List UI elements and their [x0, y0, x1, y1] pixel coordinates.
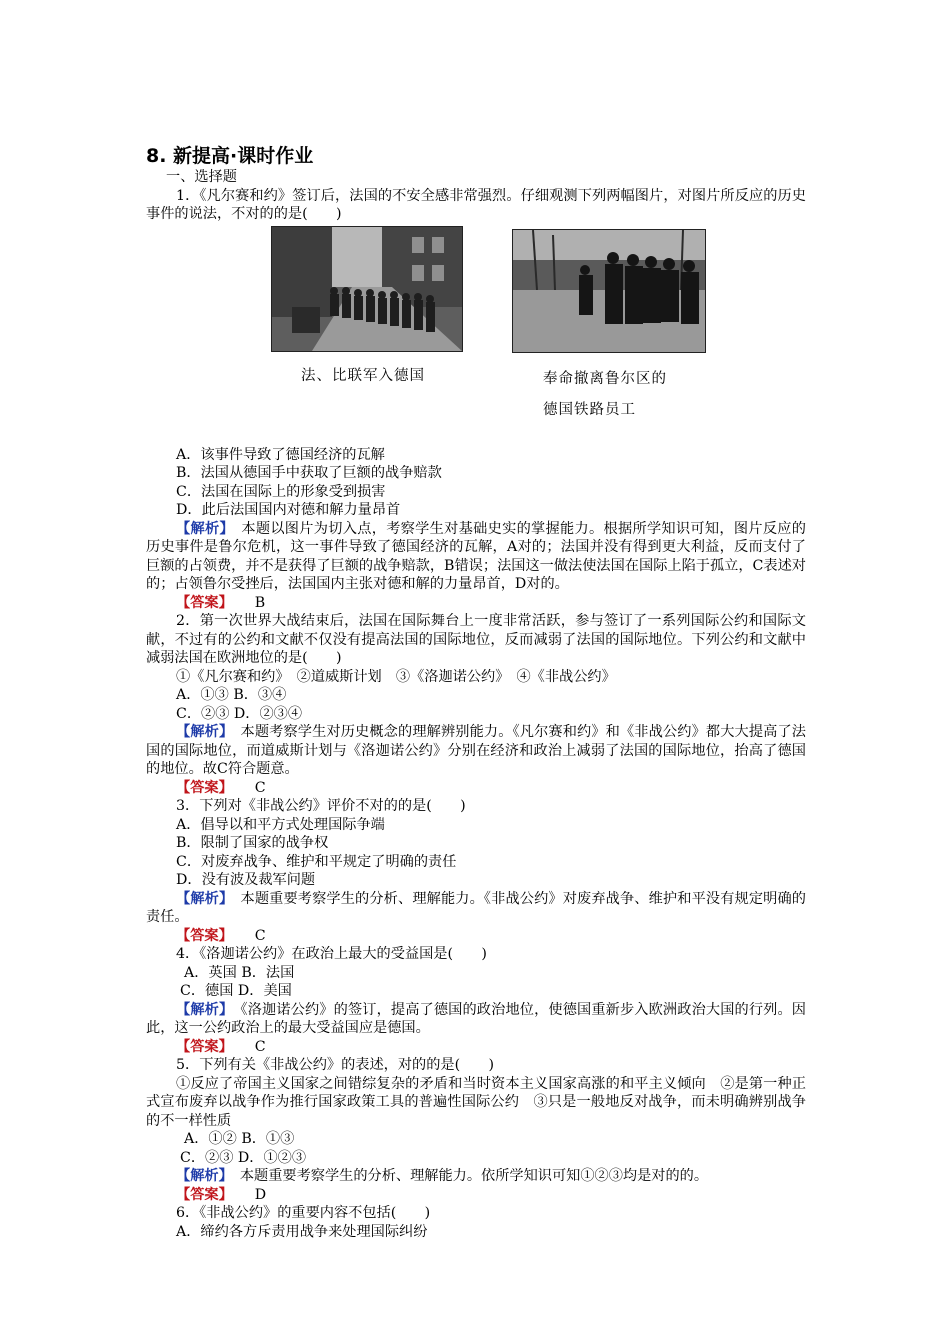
analysis-text: 本题考察学生对历史概念的理解辨别能力。《凡尔赛和约》和《非战公约》都大大提高了法国的国际地位，而道威斯计划与《洛迦诺公约》分别在经济和政治上减弱了法国的国际地位，抬高了德国的地位。故C符合题意。	[146, 724, 806, 777]
q2-options-line2: C．②③ D．②③④	[176, 705, 303, 722]
q1-stem: 1．《凡尔赛和约》签订后，法国的不安全感非常强烈。仔细观测下列两幅图片，对图片所反应的历史事件的说法，不对的的是( )	[146, 187, 806, 222]
analysis-text: 《洛迦诺公约》的签订，提高了德国的政治地位，使德国重新步入欧洲政治大国的行列。因此，这一公约政治上的最大受益国应是德国。	[146, 1001, 806, 1036]
photo-railway-workers	[512, 229, 706, 353]
answer-tag: 【答案】	[176, 594, 233, 611]
q1-answer	[146, 594, 806, 613]
q3-option-d: D．没有波及裁军问题	[176, 872, 316, 888]
analysis-text: 本题重要考察学生的分析、理解能力。《非战公约》对废弃战争、维护和平没有规定明确的责任。	[146, 890, 806, 925]
q4-options-line2: C．德国 D．美国	[180, 983, 292, 999]
answer-value: C	[254, 779, 266, 796]
analysis-tag: 【解析】	[176, 724, 227, 740]
analysis-text: 本题重要考察学生的分析、理解能力。依所学知识可知①②③均是对的的。	[239, 1168, 709, 1184]
q4-options-line1: A．英国 B．法国	[184, 964, 295, 981]
q2-items: ①《凡尔赛和约》 ②道威斯计划 ③《洛迦诺公约》 ④《非战公约》	[176, 668, 616, 685]
q1-option-a: A．该事件导致了德国经济的瓦解	[176, 446, 385, 463]
q1-analysis	[146, 520, 806, 594]
answer-tag: 【答案】	[176, 1186, 233, 1203]
q4-answer	[146, 1038, 806, 1057]
q3-option-b: B．限制了国家的战争权	[176, 835, 329, 851]
document-page	[146, 144, 806, 1241]
figure2-caption-line2: 德国铁路员工	[543, 401, 636, 418]
q5-stem: 5．下列有关《非战公约》的表述，对的的是( )	[176, 1057, 495, 1073]
answer-value: D	[254, 1186, 267, 1203]
page-title: 8. 新提高·课时作业	[146, 145, 314, 167]
q5-answer	[146, 1186, 806, 1205]
q1-option-b: B．法国从德国手中获取了巨额的战争赔款	[176, 465, 442, 481]
q6-stem: 6．《非战公约》的重要内容不包括( )	[176, 1205, 431, 1221]
q3-option-a: A．倡导以和平方式处理国际争端	[176, 816, 385, 833]
analysis-text: 本题以图片为切入点，考察学生对基础史实的掌握能力。根据所学知识可知，图片反应的历史事件是鲁尔危机，这一事件导致了德国经济的瓦解，A对的；法国并没有得到更大利益，反而支付了巨额的占领费，并不是获得了巨额的战争赔款，B错误；法国这一做法使法国在国际上陷于孤立，C表述对的；占领鲁尔受挫后，法国国内主张对德和解的力量昂首，D对的。	[146, 520, 806, 592]
q3-answer	[146, 927, 806, 946]
q5-items: ①反应了帝国主义国家之间错综复杂的矛盾和当时资本主义国家高涨的和平主义倾向 ②是第一种正式宣布废弃以战争作为推行国家政策工具的普遍性国际公约 ③只是一般地反对战争，而未明确辨别战争的不一样性质	[146, 1075, 806, 1129]
q3-option-c: C．对废弃战争、维护和平规定了明确的责任	[176, 853, 457, 870]
answer-tag: 【答案】	[176, 779, 233, 796]
q5-analysis	[146, 1167, 806, 1186]
q2-stem: 2．第一次世界大战结束后，法国在国际舞台上一度非常活跃，参与签订了一系列国际公约和国际文献，不过有的公约和文献不仅没有提高法国的国际地位，反而减弱了法国的国际地位。下列公约和文献中减弱法国在欧洲地位的是( )	[146, 613, 806, 666]
analysis-tag: 【解析】	[176, 1168, 226, 1184]
answer-value: C	[254, 1038, 266, 1055]
q5-options-line2: C．②③ D．①②③	[180, 1149, 307, 1166]
answer-tag: 【答案】	[176, 1038, 233, 1055]
answer-value: B	[254, 594, 266, 611]
q5-options-line1: A．①② B．①③	[184, 1131, 295, 1147]
photo-troops-enter-germany	[271, 226, 463, 352]
q4-analysis	[146, 1001, 806, 1038]
answer-tag: 【答案】	[176, 927, 233, 944]
q1-option-c: C．法国在国际上的形象受到损害	[176, 483, 386, 500]
analysis-tag: 【解析】	[176, 1001, 227, 1018]
analysis-tag: 【解析】	[176, 520, 227, 537]
q1-figures	[146, 224, 806, 446]
q4-stem: 4．《洛迦诺公约》在政治上最大的受益国是( )	[176, 946, 487, 962]
q1-option-d: D．此后法国国内对德和解力量昂首	[176, 502, 401, 518]
answer-value: C	[254, 927, 266, 944]
q2-answer	[146, 779, 806, 798]
q3-analysis	[146, 890, 806, 927]
q3-stem: 3．下列对《非战公约》评价不对的的是( )	[176, 798, 466, 814]
q2-options-line1: A．①③ B．③④	[176, 687, 287, 703]
q2-analysis	[146, 723, 806, 779]
analysis-tag: 【解析】	[176, 890, 227, 907]
figure1-caption: 法、比联军入德国	[301, 367, 425, 384]
q6-option-a: A．缔约各方斥责用战争来处理国际纠纷	[176, 1223, 428, 1240]
section-heading: 一、选择题	[166, 169, 237, 185]
figure2-caption-line1: 奉命撤离鲁尔区的	[543, 370, 667, 387]
